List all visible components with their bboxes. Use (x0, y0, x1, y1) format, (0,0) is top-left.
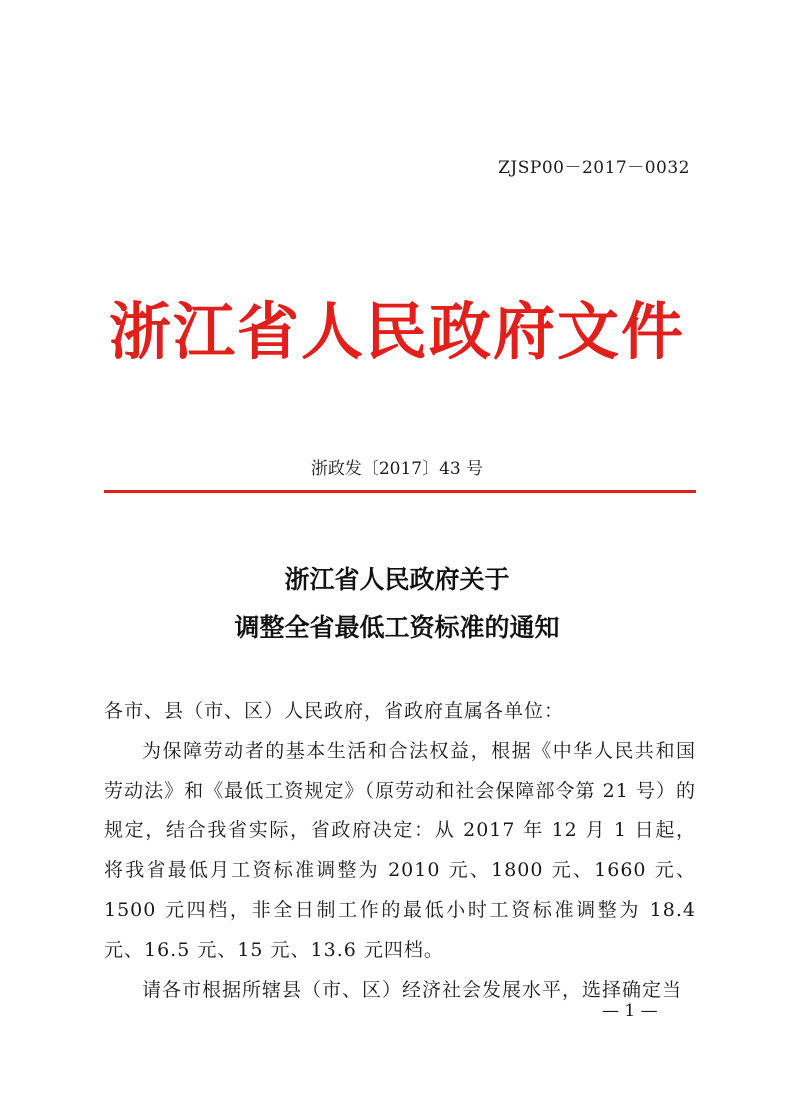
document-body (104, 692, 696, 1010)
header-title: 浙江省人民政府文件 (108, 295, 685, 368)
document-code: ZJSP00－2017－0032 (498, 158, 690, 178)
issue-number: 浙政发〔2017〕43 号 (310, 459, 484, 479)
body-paragraph: 请各市根据所辖县（市、区）经济社会发展水平，选择确定当 (142, 978, 683, 1001)
red-divider (104, 490, 696, 493)
document-title-line-1: 浙江省人民政府关于 (284, 565, 510, 594)
document-title-line-2: 调整全省最低工资标准的通知 (234, 613, 560, 642)
page-number: — 1 — (602, 1001, 658, 1021)
body-paragraph: 为保障劳动者的基本生活和合法权益，根据《中华人民共和国劳动法》和《最低工资规定》（原劳动和社会保障部令第 21 号）的规定，结合我省实际，省政府决定：从 2017 年 12 月 1 日起，将我省最低月工资标准调整为 2010 元、1800 元、1660 元、1500 元四档，非全日制工作的最低小时工资标准调整为 18.4 元、16.5 元、15 元、13.6 元四档。 (104, 739, 696, 961)
salutation: 各市、县（市、区）人民政府，省政府直属各单位： (104, 700, 565, 722)
